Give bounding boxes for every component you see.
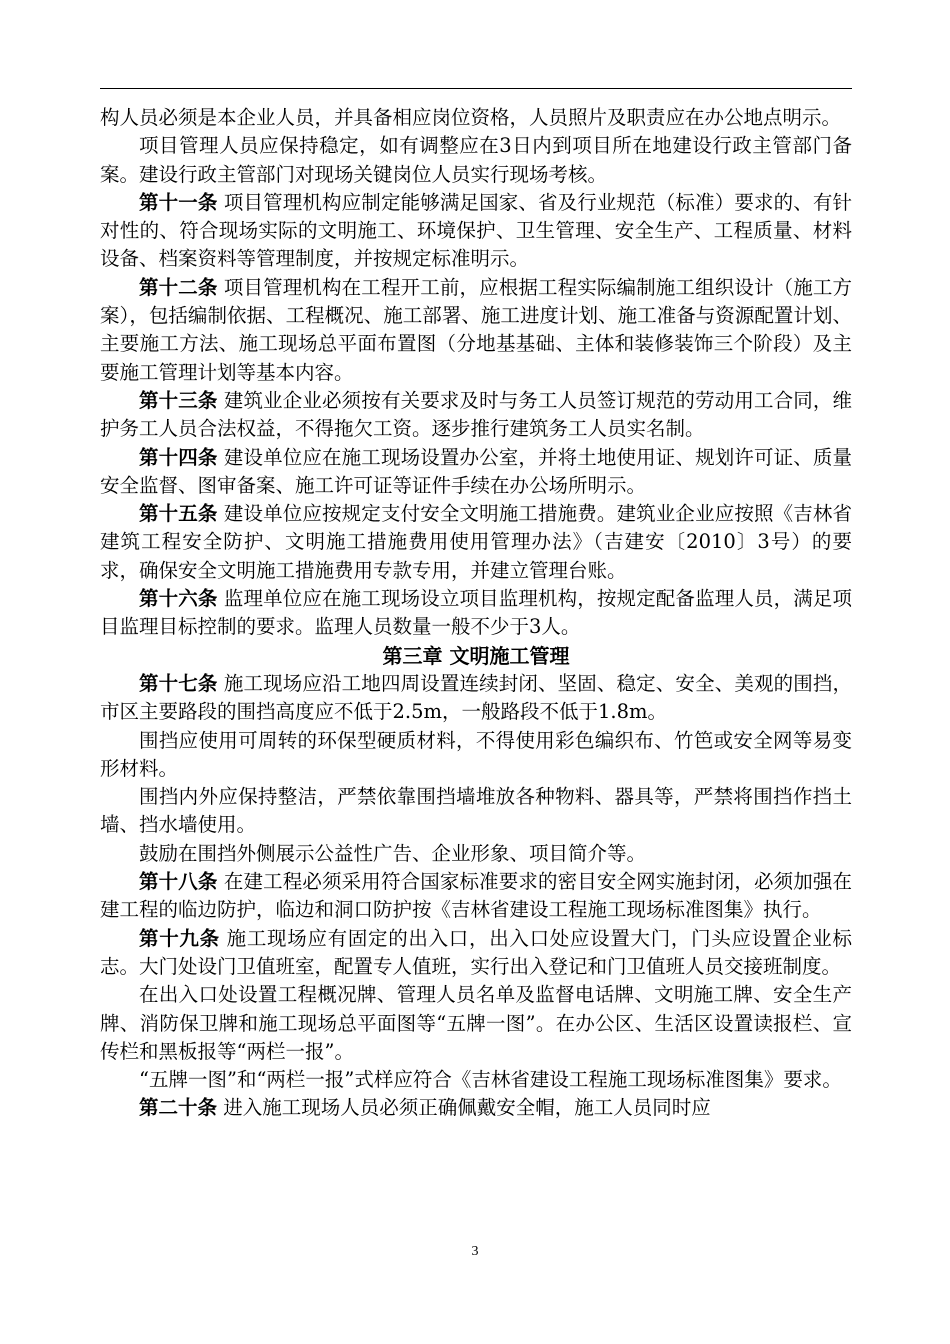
article-number: 第十八条: [139, 870, 218, 894]
paragraph-text: 围挡内外应保持整洁，严禁依靠围挡墙堆放各种物料、器具等，严禁将围挡作挡土墙、挡水墙使用。: [100, 785, 852, 837]
article-number: 第二十条: [139, 1096, 218, 1120]
paragraph-text: “五牌一图”和“两栏一报”式样应符合《吉林省建设工程施工现场标准图集》要求。: [139, 1068, 842, 1092]
paragraph-text: 施工现场应沿工地四周设置连续封闭、坚固、稳定、安全、美观的围挡，市区主要路段的围挡高度应不低于2.5m，一般路段不低于1.8m。: [100, 671, 852, 724]
article-number: 第十六条: [139, 587, 218, 611]
section-before-chapter: [100, 104, 852, 642]
paragraph: [100, 274, 852, 387]
article-number: 第十五条: [139, 502, 218, 526]
paragraph: [100, 670, 852, 727]
paragraph: [100, 500, 852, 585]
article-number: 第十三条: [139, 388, 218, 412]
paragraph: [100, 840, 852, 868]
paragraph: [100, 444, 852, 501]
paragraph-text: 建筑业企业必须按有关要求及时与务工人员签订规范的劳动用工合同，维护务工人员合法权益，不得拖欠工资。逐步推行建筑务工人员实名制。: [100, 388, 852, 441]
page-number: 3: [471, 1244, 479, 1259]
paragraph: [100, 981, 852, 1066]
paragraph-text: 在出入口处设置工程概况牌、管理人员名单及监督电话牌、文明施工牌、安全生产牌、消防保卫牌和施工现场总平面图等“五牌一图”。在办公区、生活区设置读报栏、宣传栏和黑板报等“两栏一报”。: [100, 983, 852, 1063]
article-number: 第十一条: [139, 190, 218, 214]
paragraph-text: 进入施工现场人员必须正确佩戴安全帽，施工人员同时应: [217, 1096, 711, 1120]
paragraph-text: 构人员必须是本企业人员，并具备相应岗位资格，人员照片及职责应在办公地点明示。: [100, 106, 842, 129]
chapter-title: 第三章 文明施工管理: [382, 643, 570, 668]
paragraph: [100, 1066, 852, 1094]
paragraph: [100, 104, 852, 132]
paragraph-text: 项目管理人员应保持稳定，如有调整应在3日内到项目所在地建设行政主管部门备案。建设行政主管部门对现场关键岗位人员实行现场考核。: [100, 134, 852, 186]
article-number: 第十四条: [139, 445, 218, 469]
paragraph: [100, 727, 852, 784]
paragraph: [100, 783, 852, 840]
paragraph: [100, 868, 852, 925]
paragraph-text: 施工现场应有固定的出入口，出入口处应设置大门，门头应设置企业标志。大门处设门卫值班室，配置专人值班，实行出入登记和门卫值班人员交接班制度。: [100, 926, 852, 978]
paragraph: [100, 189, 852, 274]
paragraph-text: 监理单位应在施工现场设立项目监理机构，按规定配备监理人员，满足项目监理目标控制的要求。监理人员数量一般不少于3人。: [100, 587, 852, 639]
paragraph-text: 项目管理机构应制定能够满足国家、省及行业规范（标准）要求的、有针对性的、符合现场实际的文明施工、环境保护、卫生管理、安全生产、工程质量、材料设备、档案资料等管理制度，并按规定标准明示。: [100, 190, 852, 271]
paragraph-text: 建设单位应在施工现场设置办公室，并将土地使用证、规划许可证、质量安全监督、图审备案、施工许可证等证件手续在办公场所明示。: [100, 445, 852, 497]
paragraph-text: 建设单位应按规定支付安全文明施工措施费。建筑业企业应按照《吉林省建筑工程安全防护、文明施工措施费用使用管理办法》（吉建安〔2010〕3号）的要求，确保安全文明施工措施费用专款专用，并建立管理台账。: [100, 502, 852, 582]
article-number: 第十九条: [139, 926, 220, 950]
document-body: [100, 104, 852, 1123]
article-number: 第十二条: [139, 275, 218, 299]
paragraph: [100, 925, 852, 982]
paragraph: [100, 1094, 852, 1122]
header-rule: [100, 88, 852, 89]
paragraph: [100, 585, 852, 642]
paragraph-text: 在建工程必须采用符合国家标准要求的密目安全网实施封闭，必须加强在建工程的临边防护，临边和洞口防护按《吉林省建设工程施工现场标准图集》执行。: [100, 870, 852, 922]
paragraph: [100, 132, 852, 189]
section-chapter-three: [100, 670, 852, 1123]
paragraph: [100, 387, 852, 444]
paragraph-text: 项目管理机构在工程开工前，应根据工程实际编制施工组织设计（施工方案），包括编制依据、工程概况、施工部署、施工进度计划、施工准备与资源配置计划、主要施工方法、施工现场总平面布置图（分地基基础、主体和装修装饰三个阶段）及主要施工管理计划等基本内容。: [100, 275, 852, 384]
article-number: 第十七条: [139, 671, 218, 695]
paragraph-text: 围挡应使用可周转的环保型硬质材料，不得使用彩色编织布、竹笆或安全网等易变形材料。: [100, 728, 852, 780]
paragraph-text: 鼓励在围挡外侧展示公益性广告、企业形象、项目简介等。: [139, 841, 647, 865]
